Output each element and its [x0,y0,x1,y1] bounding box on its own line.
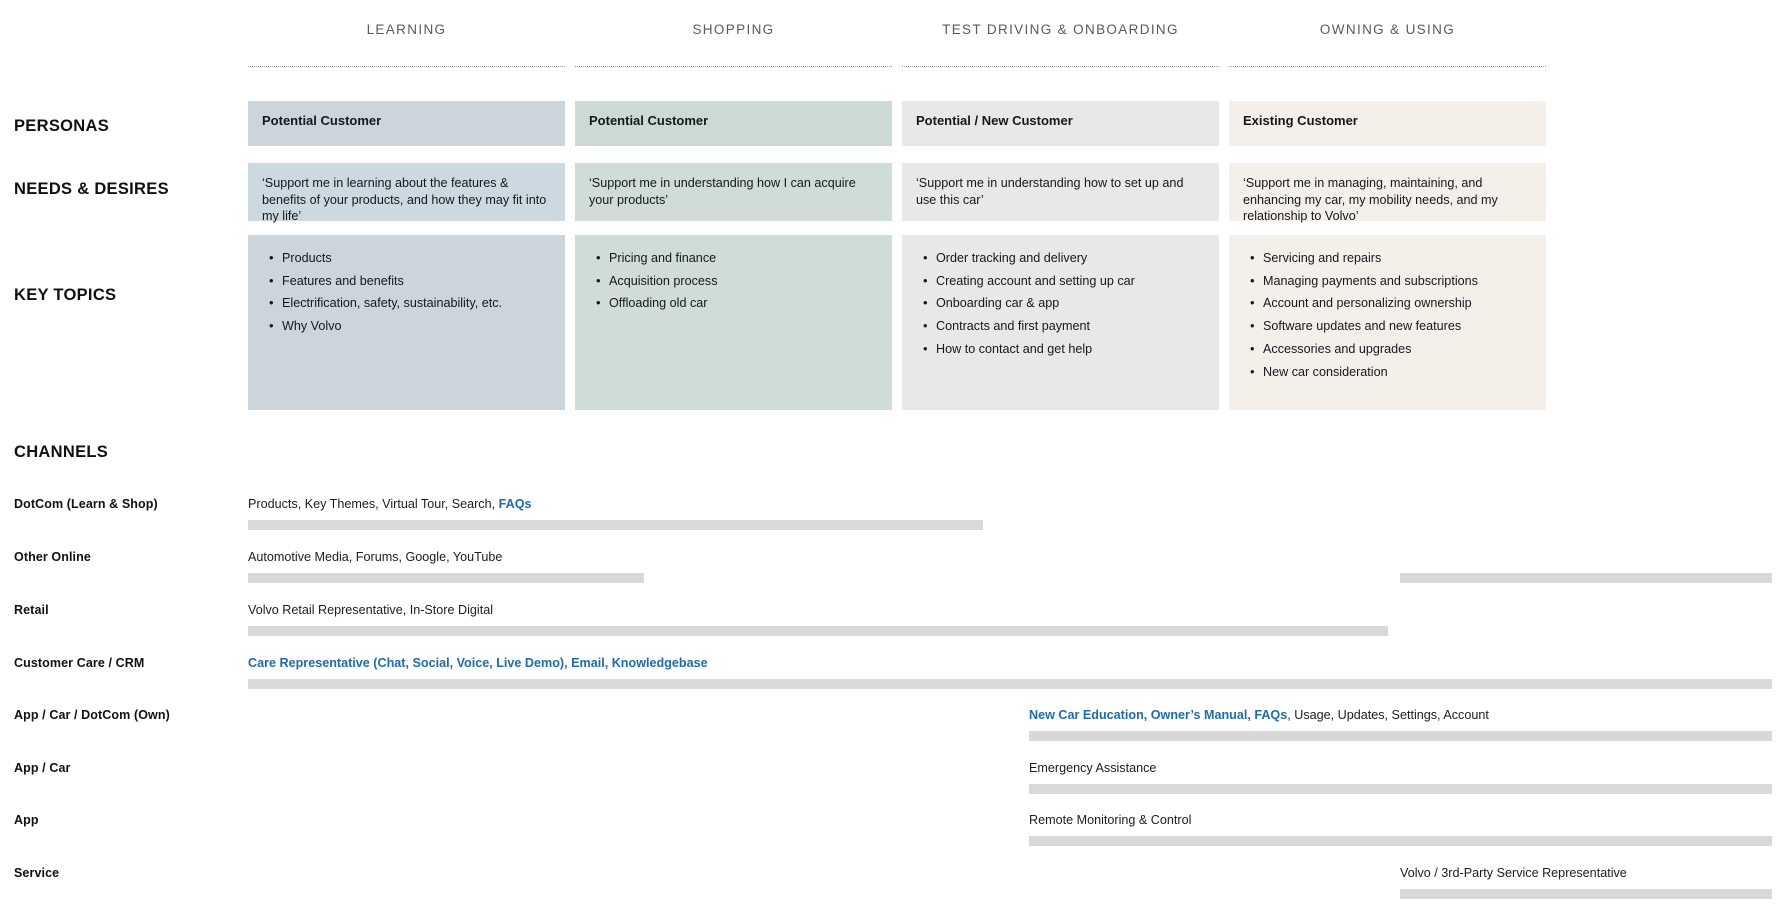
channel-coverage-bar [248,573,644,583]
key-topic-item: • Software updates and new features [1263,319,1532,335]
channel-touchpoints [248,656,708,670]
channel-touchpoint-text: Products, Key Themes, Virtual Tour, Search, [248,497,499,511]
channel-touchpoints [248,497,532,511]
channel-touchpoints [1029,708,1489,722]
channel-coverage-bar [1029,784,1772,794]
stage-divider [902,66,1219,67]
channel-coverage-bar [1029,836,1772,846]
channel-coverage-bar [1029,731,1772,741]
stage-divider [248,66,565,67]
channel-label: Customer Care / CRM [14,656,145,670]
channel-touchpoint-highlight[interactable]: New Car Education, Owner’s Manual, FAQs [1029,708,1288,722]
row-label-personas: PERSONAS [14,117,110,135]
needs-cell: ‘Support me in understanding how I can acquire your products’ [575,163,892,221]
channel-coverage-bar [1400,573,1772,583]
channel-label: DotCom (Learn & Shop) [14,497,158,511]
needs-cell: ‘Support me in understanding how to set up and use this car’ [902,163,1219,221]
persona-cell: Potential Customer [575,101,892,146]
channel-label: App / Car / DotCom (Own) [14,708,170,722]
channel-touchpoints [1400,866,1627,880]
key-topic-item: • Onboarding car & app [936,296,1205,312]
channel-touchpoint-text: Remote Monitoring & Control [1029,813,1192,827]
stage-divider [575,66,892,67]
key-topic-item: • Why Volvo [282,319,551,335]
channel-label: Retail [14,603,49,617]
channel-touchpoint-text: , Usage, Updates, Settings, Account [1287,708,1489,722]
channel-touchpoints [248,603,493,617]
key-topic-item: • Electrification, safety, sustainability, etc. [282,296,551,312]
key-topic-item: • Accessories and upgrades [1263,342,1532,358]
channel-touchpoints [248,550,502,564]
channel-touchpoint-highlight[interactable]: Care Representative (Chat, Social, Voice, Live Demo), Email, Knowledgebase [248,656,708,670]
key-topic-item: • Creating account and setting up car [936,274,1205,290]
key-topics-cell [1229,235,1546,410]
key-topic-item: • Servicing and repairs [1263,251,1532,267]
stage-title: OWNING & USING [1319,22,1456,37]
key-topic-item: • New car consideration [1263,365,1532,381]
channel-coverage-bar [1400,889,1772,899]
channel-coverage-bar [248,520,983,530]
needs-cell: ‘Support me in managing, maintaining, and enhancing my car, my mobility needs, and my relationship to Volvo’ [1229,163,1546,221]
channel-label: Other Online [14,550,91,564]
key-topic-item: • How to contact and get help [936,342,1205,358]
key-topic-item: • Features and benefits [282,274,551,290]
key-topic-item: • Contracts and first payment [936,319,1205,335]
channel-label: App / Car [14,761,71,775]
channel-label: App [14,813,39,827]
channel-touchpoint-highlight[interactable]: FAQs [498,497,532,511]
channel-touchpoint-text: Automotive Media, Forums, Google, YouTube [248,550,503,564]
channel-touchpoints [1029,761,1156,775]
channel-label: Service [14,866,60,880]
key-topics-cell [902,235,1219,410]
key-topic-item: • Order tracking and delivery [936,251,1205,267]
row-label-key-topics: KEY TOPICS [14,286,117,304]
persona-cell: Potential Customer [248,101,565,146]
needs-cell: ‘Support me in learning about the features & benefits of your products, and how they may fit into my life’ [248,163,565,221]
channel-touchpoint-text: Emergency Assistance [1029,761,1157,775]
key-topic-item: • Pricing and finance [609,251,878,267]
channel-touchpoint-text: Volvo Retail Representative, In-Store Digital [248,603,493,617]
stage-title: TEST DRIVING & ONBOARDING [942,22,1179,37]
stage-title: SHOPPING [692,22,775,37]
key-topic-item: • Offloading old car [609,296,878,312]
row-label-needs: NEEDS & DESIRES [14,180,169,198]
channel-touchpoint-text: Volvo / 3rd-Party Service Representative [1400,866,1627,880]
key-topic-item: • Managing payments and subscriptions [1263,274,1532,290]
key-topics-cell [248,235,565,410]
stage-header-row [0,0,1788,70]
stage-title: LEARNING [366,22,447,37]
key-topic-item: • Products [282,251,551,267]
key-topic-item: • Acquisition process [609,274,878,290]
key-topics-cell [575,235,892,410]
key-topic-item: • Account and personalizing ownership [1263,296,1532,312]
channel-coverage-bar [248,626,1388,636]
channel-coverage-bar [248,679,1772,689]
persona-cell: Existing Customer [1229,101,1546,146]
persona-cell: Potential / New Customer [902,101,1219,146]
row-label-channels: CHANNELS [14,443,109,461]
channel-touchpoints [1029,813,1191,827]
stage-divider [1229,66,1546,67]
